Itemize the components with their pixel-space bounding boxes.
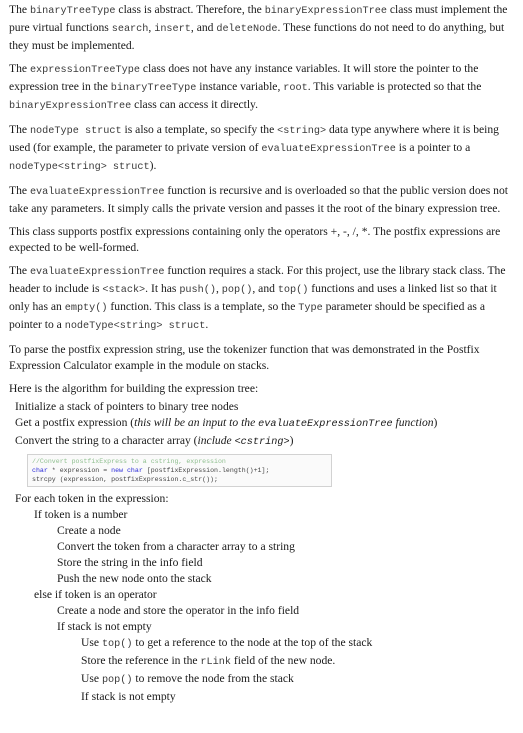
algo-line: If token is a number (34, 508, 128, 521)
algo-line: For each token in the expression: (15, 492, 169, 505)
algo-line: else if token is an operator (34, 588, 157, 601)
document-page (9, 2, 519, 705)
algo-line: Use pop() to remove the node from the stack (81, 672, 294, 686)
algo-line: Create a node and store the operator in the info field (57, 604, 300, 617)
algo-line: Store the string in the info field (57, 556, 203, 569)
paragraph-stack: The evaluateExpressionTree function requires a stack. For this project, use the library stack class. The header to include is <stack>. It has push(), pop(), and top() functions and uses a linked list so that it only has an empty() function. This class is a template, so the Type parameter should be specified as a pointer to a nodeType<string> struct. (9, 264, 506, 332)
paragraph-algorithm-intro: Here is the algorithm for building the expression tree: (9, 382, 259, 395)
algo-line: Push the new node onto the stack (57, 572, 212, 585)
algo-line: Create a node (57, 524, 121, 537)
code-line: char * expression = new char [postfixExpression.length()+1]; (32, 467, 270, 474)
code-line: strcpy (expression, postfixExpression.c_str()); (32, 476, 218, 483)
paragraph-expression-tree-type: The expressionTreeType class does not have any instance variables. It will store the pointer to the expression tree in the binaryTreeType instance variable, root. This variable is protected so that the binaryExpressionTree class can access it directly. (9, 62, 482, 112)
paragraph-abstract-class: The binaryTreeType class is abstract. Therefore, the binaryExpressionTree class must implement the pure virtual functions search, insert, and deleteNode. These functions do not need to do anything, but they must be implemented. (9, 3, 508, 52)
algo-line: Get a postfix expression (this will be an input to the evaluateExpressionTree function) (15, 416, 438, 430)
paragraph-tokenizer: To parse the postfix expression string, use the tokenizer function that was demonstrated in the Postfix Expression Calculator example in the module on stacks. (9, 343, 480, 372)
algo-line: Convert the string to a character array (include <cstring>) (15, 434, 294, 448)
algo-line: Use top() to get a reference to the node at the top of the stack (81, 636, 373, 650)
paragraph-operators: This class supports postfix expressions containing only the operators +, -, /, *. The postfix expressions are expected to be well-formed. (9, 225, 501, 254)
algo-line: Store the reference in the rLink field of the new node. (81, 654, 336, 668)
algo-line: Convert the token from a character array to a string (57, 540, 295, 553)
algo-line: Initialize a stack of pointers to binary tree nodes (15, 400, 239, 413)
paragraph-evaluate-recursive: The evaluateExpressionTree function is recursive and is overloaded so that the public version does not take any parameters. It simply calls the private version and passes it the root of the binary expression tree. (9, 184, 508, 215)
paragraph-node-type: The nodeType struct is also a template, so specify the <string> data type anywhere where it is being used (for example, the parameter to private version of evaluateExpressionTree is a pointer to a nodeType<string> struct). (9, 123, 499, 173)
algorithm-block (15, 399, 519, 705)
algo-line: If stack is not empty (81, 690, 176, 703)
code-comment: //Convert postfixExpress to a cstring, expression (32, 458, 226, 465)
code-snippet (27, 454, 332, 487)
algo-line: If stack is not empty (57, 620, 152, 633)
